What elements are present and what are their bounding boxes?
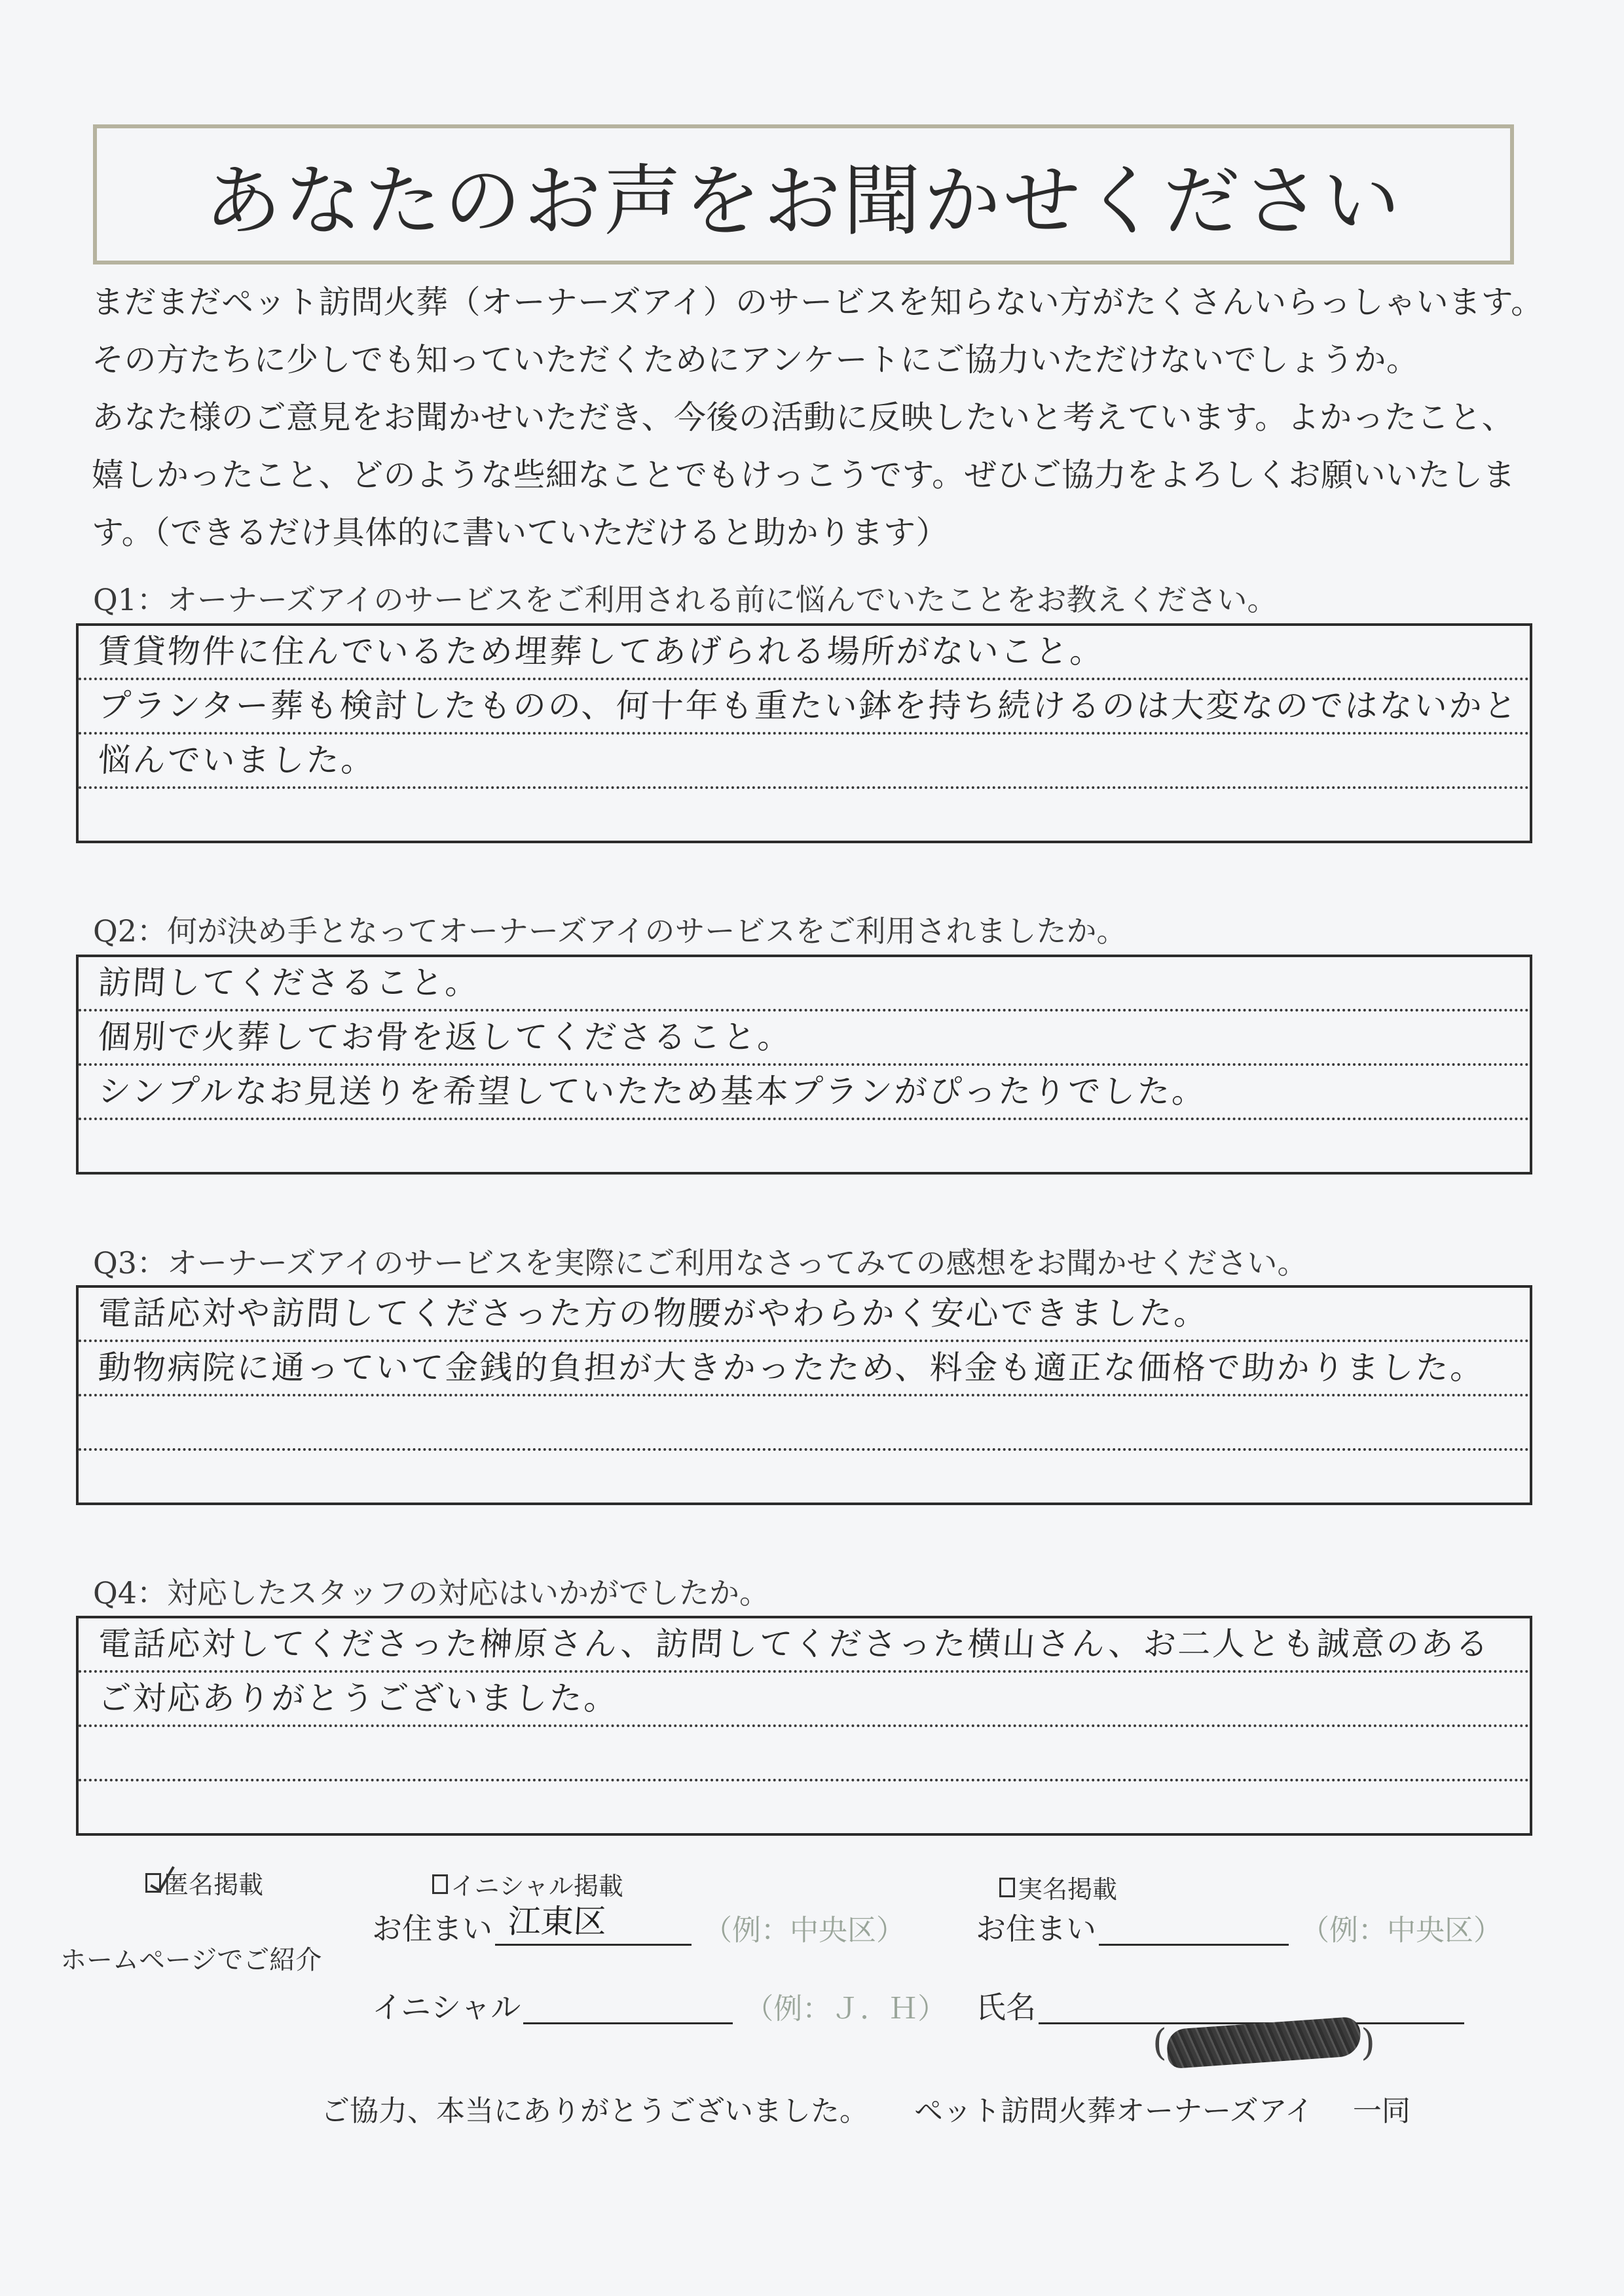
question-3-label: Q3：オーナーズアイのサービスを実際にご利用なさってみての感想をお聞かせください。 [93, 1245, 1308, 1281]
intro-paragraph [92, 274, 1543, 562]
checkbox-icon[interactable] [432, 1874, 448, 1894]
answer-line[interactable] [79, 1342, 1530, 1396]
residence-value [1099, 1942, 1112, 1944]
name-label: 氏名 [976, 1990, 1036, 2025]
intro-line: まだまだペット訪問火葬（オーナーズアイ）のサービスを知らない方がたくさんいらっしゃいます。 [92, 283, 1543, 321]
homepage-intro-label: ホームページでご紹介 [60, 1945, 322, 1975]
residence-input[interactable] [1099, 1907, 1289, 1946]
option-anonymous[interactable] [145, 1865, 263, 1901]
initial-input[interactable] [523, 1986, 733, 2024]
closing-thanks: ご協力、本当にありがとうございました。 [321, 2094, 868, 2128]
answer-line[interactable] [79, 957, 1530, 1011]
closing-signature: ペット訪問火葬オーナーズアイ [914, 2094, 1314, 2128]
initial-value [523, 2021, 536, 2022]
residence-field-initial[interactable] [372, 1905, 905, 1948]
handwritten-answer: 訪問してくださること。 [97, 964, 481, 1002]
handwritten-answer: プランター葬も検討したものの、何十年も重たい鉢を持ち続けるのは大変なのではないかと [97, 687, 1520, 725]
redacted-name [1153, 2020, 1375, 2066]
handwritten-answer: 電話応対や訪問してくださった方の物腰がやわらかく安心できました。 [97, 1294, 1210, 1332]
answer-line[interactable] [79, 1120, 1530, 1175]
initial-label: イニシャル [372, 1990, 521, 2025]
open-paren: ( [1153, 2021, 1167, 2064]
intro-line: あなた様のご意見をお聞かせいただき、今後の活動に反映したいと考えています。よかったこと、 [92, 399, 1515, 436]
closing-line [321, 2087, 1519, 2129]
residence-field-realname[interactable] [976, 1905, 1502, 1948]
answer-line[interactable] [79, 626, 1530, 680]
handwritten-answer: 電話応対してくださった榊原さん、訪問してくださった横山さん、お二人とも誠意のある [97, 1625, 1492, 1663]
option-label: 実名掲載 [1018, 1875, 1118, 1904]
checkbox-icon[interactable] [999, 1878, 1015, 1897]
answer-line[interactable] [79, 1781, 1530, 1836]
answer-line[interactable] [79, 1288, 1530, 1342]
name-value [1039, 2021, 1052, 2022]
answer-line[interactable] [79, 1396, 1530, 1451]
residence-input[interactable] [495, 1903, 692, 1946]
intro-line: その方たちに少しでも知っていただくためにアンケートにご協力いただけないでしょうか。 [92, 341, 1419, 378]
initial-example: （例：Ｊ．Ｈ） [745, 1992, 947, 2026]
handwritten-answer: 動物病院に通っていて金銭的負担が大きかったため、料金も適正な価格で助かりました。 [97, 1349, 1486, 1387]
closing-signature-suffix: 一同 [1352, 2094, 1411, 2128]
handwritten-residence: 江東区 [507, 1903, 608, 1941]
close-paren: ) [1361, 2021, 1375, 2064]
handwritten-answer: ご対応ありがとうございました。 [97, 1679, 620, 1717]
answer-box-4[interactable] [76, 1616, 1532, 1836]
intro-line: 嬉しかったこと、どのような些細なことでもけっこうです。ぜひご協力をよろしくお願いいたしま [92, 456, 1516, 494]
answer-line[interactable] [79, 789, 1530, 843]
residence-label: お住まい [372, 1911, 492, 1946]
handwritten-answer: 悩んでいました。 [97, 741, 377, 779]
name-input[interactable] [1039, 1986, 1464, 2024]
answer-line[interactable] [79, 1066, 1530, 1120]
handwritten-answer: シンプルなお見送りを希望していたため基本プランがぴったりでした。 [97, 1072, 1208, 1110]
answer-box-1[interactable] [76, 623, 1532, 843]
initial-field[interactable] [372, 1984, 946, 2027]
residence-label: お住まい [976, 1911, 1096, 1946]
option-label: 匿名掲載 [164, 1870, 264, 1899]
answer-line[interactable] [79, 1011, 1530, 1066]
title-banner [93, 124, 1514, 264]
option-real-name[interactable] [999, 1869, 1117, 1905]
checkbox-checked-icon[interactable] [145, 1873, 161, 1893]
residence-example: （例：中央区） [703, 1914, 905, 1947]
question-1-label: Q1：オーナーズアイのサービスをご利用される前に悩んでいたことをお教えください。 [93, 582, 1278, 617]
question-2-label: Q2：何が決め手となってオーナーズアイのサービスをご利用されましたか。 [93, 913, 1127, 949]
answer-line[interactable] [79, 1618, 1530, 1673]
residence-example: （例：中央区） [1301, 1914, 1502, 1947]
option-label: イニシャル掲載 [451, 1872, 623, 1901]
answer-line[interactable] [79, 1727, 1530, 1781]
handwritten-answer: 賃貸物件に住んでいるため埋葬してあげられる場所がないこと。 [97, 632, 1106, 670]
page-title: あなたのお声をお聞かせください [204, 156, 1403, 246]
answer-line[interactable] [79, 1673, 1530, 1727]
answer-line[interactable] [79, 680, 1530, 735]
intro-line: す。（できるだけ具体的に書いていただけると助かります） [92, 514, 949, 551]
answer-box-2[interactable] [76, 955, 1532, 1175]
question-4-label: Q4：対応したスタッフの対応はいかがでしたか。 [93, 1575, 769, 1611]
redaction-scribble-icon [1166, 2016, 1362, 2069]
answer-line[interactable] [79, 1451, 1530, 1505]
answer-line[interactable] [79, 735, 1530, 789]
answer-box-3[interactable] [76, 1285, 1532, 1505]
handwritten-answer: 個別で火葬してお骨を返してくださること。 [97, 1018, 794, 1056]
